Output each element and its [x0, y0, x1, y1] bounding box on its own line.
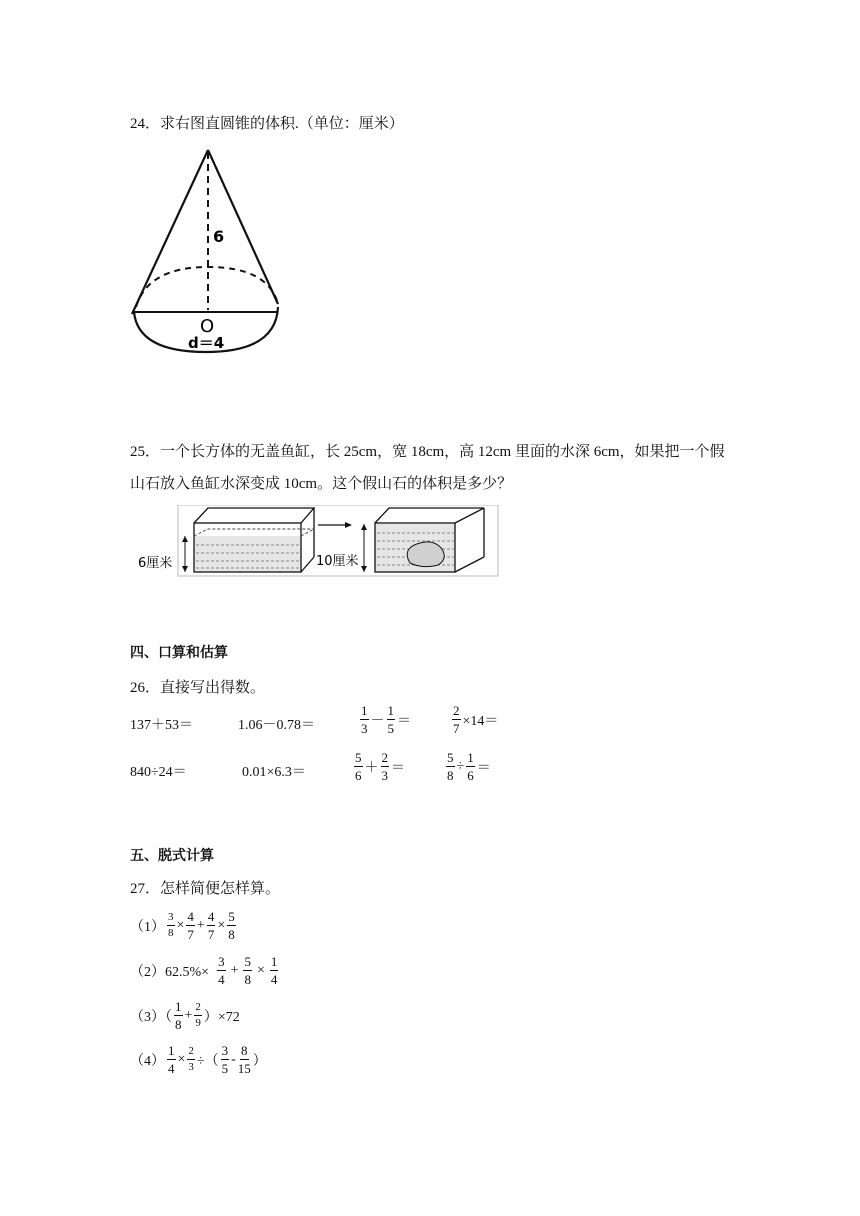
q26-text: 26．直接写出得数。 [130, 680, 266, 696]
q26-r2-a: 840÷24＝ [130, 765, 187, 780]
q25-line2: 山石放入鱼缸水深变成 10cm。这个假山石的体积是多少？ [130, 476, 513, 492]
q26-r2-d: $\frac{5}{8}$ ÷ $\frac{1}{6}$ ＝ [447, 750, 491, 783]
cone-center-label: O [200, 316, 215, 337]
q27-text: 27．怎样简便怎样算。 [130, 881, 281, 897]
q27-p2: （2）62.5%× $\frac{3}{4}$ + $\frac{5}{8}$ × $\frac{1}{4}$ [130, 954, 278, 987]
q26-r1-d: $\frac{2}{7}$ ×14＝ [453, 703, 499, 736]
cone-diameter-label: d＝4 [188, 334, 225, 352]
cone-figure [128, 142, 288, 357]
cone-left-side [132, 150, 208, 314]
section5-title: 五、脱式计算 [130, 848, 214, 864]
q26-r2-b: 0.01×6.3＝ [242, 765, 306, 780]
q27-p3: （3）（ $\frac{1}{8}$ + $\frac{2}{9}$ ）×72 [130, 999, 240, 1032]
left-tank [182, 508, 314, 572]
q24-text: 24．求右图直圆锥的体积.（单位：厘米） [130, 116, 404, 132]
rock-shape [407, 542, 444, 567]
q26-r1-b: 1.06－0.78＝ [238, 718, 315, 733]
section4-title: 四、口算和估算 [130, 645, 228, 661]
fish-tank-figure [138, 505, 500, 577]
q27-p4: （4） $\frac{1}{4}$ × $\frac{2}{3}$ ÷（ $\frac{3}{5}$ - $\frac{8}{15}$ ） [130, 1043, 267, 1076]
q25-line1: 25．一个长方体的无盖鱼缸，长 25cm，宽 18cm，高 12cm 里面的水深 6cm，如果把一个假 [130, 444, 725, 460]
right-depth-label: 10厘米 [316, 554, 359, 569]
q26-r1-a: 137＋53＝ [130, 718, 193, 733]
q26-r2-c: $\frac{5}{6}$ ＋ $\frac{2}{3}$ ＝ [355, 750, 405, 783]
q27-p1: （1） $\frac{3}{8}$ × $\frac{4}{7}$ + $\frac{4}{7}$ × $\frac{5}{8}$ [130, 909, 235, 942]
left-depth-label: 6厘米 [138, 556, 173, 571]
cone-height-label: 6 [213, 227, 225, 246]
right-tank [361, 508, 484, 572]
q26-r1-c: $\frac{1}{3}$ － $\frac{1}{5}$ ＝ [361, 703, 411, 736]
